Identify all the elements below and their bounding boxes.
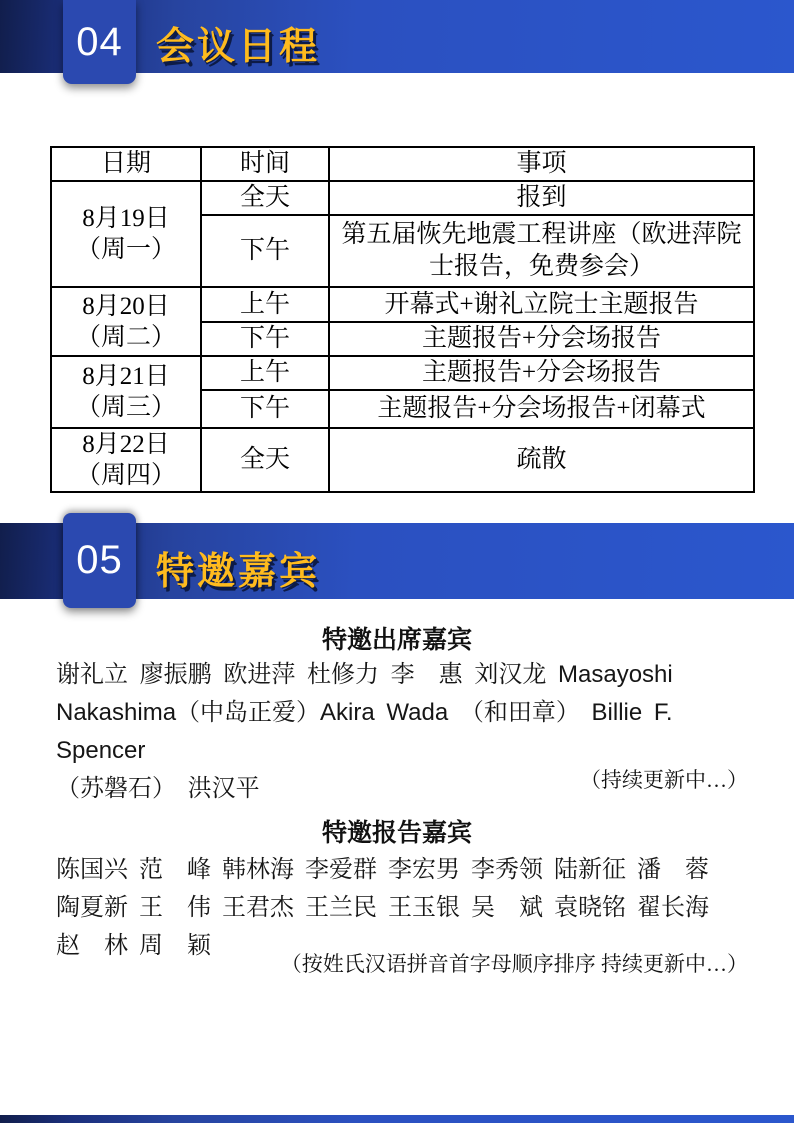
cell-time: 上午 xyxy=(201,287,329,322)
names-line: 陈国兴 范 峰 韩林海 李爱群 李宏男 李秀领 陆新征 潘 蓉 xyxy=(56,857,709,883)
cell-event: 主题报告+分会场报告+闭幕式 xyxy=(329,390,754,428)
cell-time: 全天 xyxy=(201,428,329,492)
schedule-section-number: 04 xyxy=(76,19,123,64)
cell-event: 主题报告+分会场报告 xyxy=(329,356,754,390)
cell-event: 第五届恢先地震工程讲座（欧进萍院士报告，免费参会） xyxy=(329,215,754,287)
names-line: Nakashima（中岛正爱）Akira Wada （和田章） Billie F. Spencer xyxy=(56,699,673,764)
names-line: 谢礼立 廖振鹏 欧进萍 杜修力 李 惠 刘汉龙 Masayoshi xyxy=(56,661,673,688)
names-line: 赵 林 周 颖 xyxy=(56,933,211,959)
names-line: （苏磐石） 洪汉平 xyxy=(56,775,260,802)
speaker-guests-sort-note: （按姓氏汉语拼音首字母顺序排序 持续更新中…） xyxy=(280,952,748,976)
cell-event: 疏散 xyxy=(329,428,754,492)
table-header-date: 日期 xyxy=(51,147,201,181)
cell-date-aug20: 8月20日 （周二） xyxy=(51,287,201,356)
speaker-guests-heading: 特邀报告嘉宾 xyxy=(321,820,472,847)
guests-section-number-box xyxy=(63,513,136,608)
cell-event: 报到 xyxy=(329,181,754,215)
cell-date-aug19: 8月19日 （周一） xyxy=(51,181,201,287)
schedule-table xyxy=(50,146,755,493)
table-row xyxy=(51,287,754,322)
cell-event: 主题报告+分会场报告 xyxy=(329,322,754,356)
schedule-section-title: 会议日程 xyxy=(156,26,321,68)
table-row xyxy=(51,356,754,390)
cell-time: 下午 xyxy=(201,215,329,287)
names-line: 陶夏新 王 伟 王君杰 王兰民 王玉银 吴 斌 袁晓铭 翟长海 xyxy=(56,895,709,921)
guests-section-title: 特邀嘉宾 xyxy=(156,551,321,593)
table-row xyxy=(51,428,754,492)
cell-time: 下午 xyxy=(201,390,329,428)
table-row xyxy=(51,181,754,215)
schedule-table-header-row xyxy=(51,147,754,181)
cell-date-aug21: 8月21日 （周三） xyxy=(51,356,201,428)
cell-time: 全天 xyxy=(201,181,329,215)
page-footer-bar xyxy=(0,1115,794,1123)
attending-guests-update-note: （持续更新中…） xyxy=(580,768,748,792)
cell-time: 上午 xyxy=(201,356,329,390)
cell-event: 开幕式+谢礼立院士主题报告 xyxy=(329,287,754,322)
attending-guests-heading: 特邀出席嘉宾 xyxy=(321,627,472,654)
table-header-event: 事项 xyxy=(329,147,754,181)
guests-section-number: 05 xyxy=(76,538,123,582)
table-header-time: 时间 xyxy=(201,147,329,181)
cell-date-aug22: 8月22日 （周四） xyxy=(51,428,201,492)
schedule-section-number-box xyxy=(63,0,136,84)
cell-time: 下午 xyxy=(201,322,329,356)
